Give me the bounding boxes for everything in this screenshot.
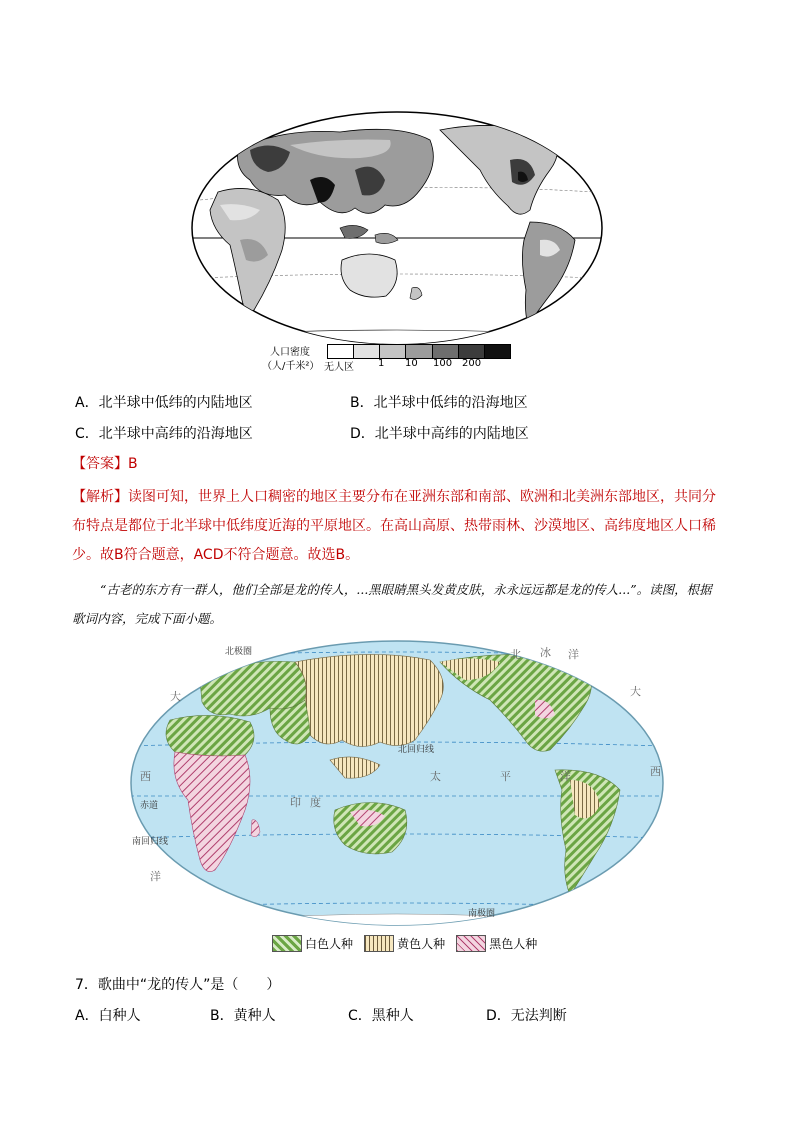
- arctic-ocean-char-2: 冰: [540, 646, 551, 659]
- yellow-race-label: 黄色人种: [397, 937, 446, 951]
- population-density-map: [190, 110, 604, 346]
- atlantic-char-da: 大: [170, 690, 181, 703]
- q6-option-c: [75, 424, 253, 444]
- pacific-char-tai: 太: [430, 770, 441, 783]
- atlantic-char-yang: 洋: [150, 870, 161, 883]
- pacific-char-yang: 洋: [560, 770, 571, 783]
- option-text: 北半球中高纬的内陆地区: [374, 426, 529, 442]
- question-text: 歌曲中“龙的传人”是（ ）: [97, 977, 281, 993]
- atlantic-char-da-east: 大: [630, 685, 641, 698]
- answer-value: B: [128, 456, 138, 472]
- q6-option-a: [75, 393, 253, 413]
- q6-analysis: [72, 483, 722, 570]
- equator-label: 赤道: [140, 801, 159, 811]
- option-text: 白种人: [98, 1008, 141, 1024]
- option-text: 黄种人: [233, 1008, 276, 1024]
- white-race-label: 白色人种: [305, 937, 354, 951]
- black-race-label: 黑色人种: [489, 937, 538, 951]
- arctic-ocean-char-1: 北: [510, 648, 521, 661]
- answer-label: 【答案】: [72, 456, 128, 472]
- option-letter: D．: [350, 426, 375, 442]
- option-letter: A．: [75, 395, 99, 411]
- legend-value-100: 100: [433, 358, 453, 369]
- option-text: 无法判断: [510, 1008, 567, 1024]
- legend-no-people-label: 无人区: [324, 362, 354, 373]
- q7-option-d: [486, 1006, 567, 1026]
- yellow-race-swatch: [364, 935, 394, 952]
- q7-option-c: [348, 1006, 414, 1026]
- q6-option-b: [350, 393, 528, 413]
- analysis-text: 读图可知，世界上人口稠密的地区主要分布在亚洲东部和南部、欧洲和北美洲东部地区，共同分布特点是都位于北半球中低纬度近海的平原地区。在高山高原、热带雨林、沙漠地区、高纬度地区人口稀少。故B符合题意，ACD不符合题意。故选B。: [72, 489, 716, 563]
- pacific-char-ping: 平: [500, 770, 511, 783]
- antarctic-circle-label: 南极圈: [468, 909, 496, 919]
- arctic-circle-label: 北极圈: [225, 647, 253, 657]
- human-race-map-graphic: [130, 640, 664, 926]
- option-letter: B．: [350, 395, 374, 411]
- indian-char-du: 度: [310, 796, 321, 809]
- option-letter: D．: [486, 1008, 511, 1024]
- q6-answer: [72, 454, 138, 474]
- analysis-label: 【解析】: [72, 489, 128, 505]
- legend-value-200: 200: [462, 358, 482, 369]
- option-letter: C．: [348, 1008, 372, 1024]
- q6-option-d: [350, 424, 529, 444]
- black-race-swatch: [456, 935, 486, 952]
- legend-value-10: 10: [405, 358, 418, 369]
- option-letter: A．: [75, 1008, 99, 1024]
- option-text: 北半球中低纬的内陆地区: [98, 395, 253, 411]
- q7-stem: [75, 975, 280, 995]
- white-race-swatch: [272, 935, 302, 952]
- atlantic-char-xi-east: 西: [650, 765, 661, 778]
- tropic-capricorn-label: 南回归线: [132, 837, 169, 847]
- song-intro: “古老的东方有一群人，他们全部是龙的传人，...黑眼睛黑头发黄皮肤，永永远远都是龙的传人...”。读图，根据歌词内容，完成下面小题。: [72, 582, 712, 626]
- option-text: 北半球中高纬的沿海地区: [98, 426, 253, 442]
- q7-option-a: [75, 1006, 141, 1026]
- option-letter: B．: [210, 1008, 234, 1024]
- density-scale-bar: [327, 344, 511, 359]
- option-text: 黑种人: [371, 1008, 414, 1024]
- option-letter: C．: [75, 426, 99, 442]
- tropic-cancer-label: 北回归线: [398, 745, 435, 755]
- human-race-map: [130, 640, 664, 926]
- q7-option-b: [210, 1006, 276, 1026]
- legend-unit: （人/千米²）: [262, 361, 320, 372]
- atlantic-char-xi: 西: [140, 770, 151, 783]
- population-density-legend: [262, 343, 522, 373]
- option-text: 北半球中低纬的沿海地区: [373, 395, 528, 411]
- arctic-ocean-char-3: 洋: [568, 648, 579, 661]
- race-legend: [272, 933, 543, 952]
- legend-title: 人口密度: [270, 347, 310, 358]
- indian-char-yin: 印: [290, 796, 301, 809]
- population-density-map-graphic: [190, 110, 604, 346]
- question-number: 7．: [75, 977, 98, 993]
- legend-value-1: 1: [378, 358, 385, 369]
